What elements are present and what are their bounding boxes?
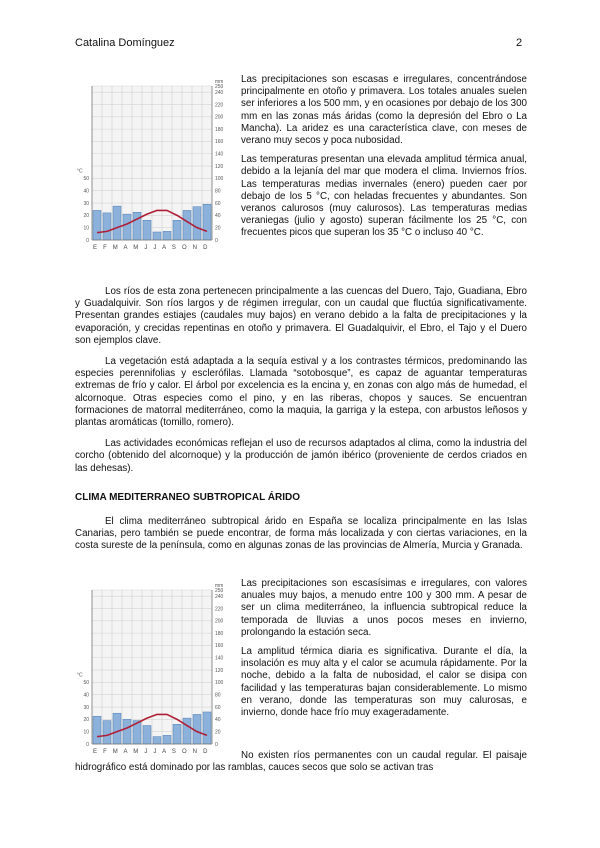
paragraph-rivers: Los ríos de esta zona pertenecen principalmente a las cuencas del Duero, Tajo, Guadiana, Ebro y Guadalquivir. Son ríos largos y de régimen irregular, con un caudal que fluctúa significativamente. Presentan grandes estiajes (caudales muy bajos) en verano debido a la falta de precipitaciones y la evaporación, y crecidas repentinas en otoño y primavera. El Guadalquivir, el Ebro, el Tajo y el Duero son ejemplos clave. [75, 286, 527, 346]
chart-bar-precip [113, 206, 121, 240]
chart-bar-precip [193, 207, 201, 240]
chart-precip-tick: 60 [215, 704, 221, 711]
chart-temp-tick: 30 [83, 704, 89, 711]
chart-precip-tick: 120 [215, 667, 224, 674]
chart-bar-precip [123, 719, 131, 744]
chart-temp-tick: 0 [86, 741, 89, 748]
chart-bar-precip [103, 213, 111, 240]
chart-precip-tick: 80 [215, 692, 221, 699]
chart-bar-precip [133, 212, 141, 240]
chart-precip-tick: 160 [215, 643, 224, 650]
chart-bar-precip [203, 712, 211, 744]
chart-bar-precip [143, 726, 151, 744]
chart-bar-precip [143, 220, 151, 240]
section-heading: CLIMA MEDITERRANEO SUBTROPICAL ÁRIDO [75, 492, 300, 503]
chart-precip-tick: 100 [215, 680, 224, 687]
chart-temp-tick: 40 [83, 188, 89, 195]
chart-bar-precip [163, 231, 171, 240]
chart-precip-tick: 220 [215, 102, 224, 109]
chart-bar-precip [123, 214, 131, 240]
paragraph-economy: Las actividades económicas reflejan el uso de recursos adaptados al clima, como la industria del corcho (obtenido del alcornoque) y la producción de jamón ibérico (proveniente de cerdos criados en las dehesas). [75, 438, 527, 474]
paragraph-thermal-amplitude: La amplitud térmica diaria es significativa. Durante el día, la insolación es muy alta y el calor se acumula rápidamente. Por la noche, debido a la falta de nubosidad, el calor se disipa con facilidad y las temperaturas bajan considerablemente. Lo mismo en verano, donde las temperaturas son muy calurosas, e invierno, donde hace frío muy exageradamente. [241, 646, 527, 719]
paragraph-vegetation: La vegetación está adaptada a la sequía estival y a los contrastes térmicos, predominando las especies perennifolias y esclerófilas. Llamada “sotobosque”, es capaz de aguantar temperaturas extremas de frío y calor. El árbol por excelencia es la encina y, en zonas con algo más de humedad, el alcornoque. Otras especies como el pino, y en las riberas, chopos y sauces. Se encuentran formaciones de matorral mediterráneo, como la maquia, la garriga y la estepa, con arbustos leñosos y plantas aromáticas (tomillo, romero). [75, 356, 527, 429]
chart-precip-tick: 40 [215, 213, 221, 220]
chart-bar-precip [153, 737, 161, 744]
chart-temp-unit: °C [77, 168, 83, 175]
chart-bar-precip [113, 713, 121, 744]
chart-precip-tick: 120 [215, 163, 224, 170]
chart-precip-tick: 250 [215, 83, 224, 90]
paragraph-precipitation: Las precipitaciones son escasas e irregulares, concentrándose principalmente en otoño y primavera. Los totales anuales suelen ser inferiores a los 500 mm, y en ocasiones por debajo de los 300 mm en las zonas más áridas (como la depresión del Ebro o La Mancha). La aridez es una característica clave, con meses de verano muy secos y poca nubosidad. [241, 74, 527, 147]
chart-precip-tick: 0 [215, 741, 218, 748]
chart-temp-tick: 50 [83, 176, 89, 183]
chart-precip-tick: 180 [215, 630, 224, 637]
chart-precip-tick: 220 [215, 606, 224, 613]
chart-bar-precip [163, 735, 171, 744]
chart-precip-tick: 140 [215, 655, 224, 662]
chart-precip-tick: 100 [215, 176, 224, 183]
chart-temp-tick: 50 [83, 680, 89, 687]
chart-precip-tick: 250 [215, 587, 224, 594]
chart-precip-tick: 0 [215, 237, 218, 244]
chart-bar-precip [103, 721, 111, 744]
chart-precip-tick: 160 [215, 139, 224, 146]
chart-precip-tick: 40 [215, 717, 221, 724]
chart-temp-tick: 20 [83, 717, 89, 724]
paragraph-intro-arid: El clima mediterráneo subtropical árido en España se localiza principalmente en las Islas Canarias, pero también se puede encontrar, de forma más localizada y con ciertas variaciones, en la costa sureste de la península, como en algunas zonas de las provincias de Almería, Murcia y Granada. [75, 516, 527, 552]
chart-precip-tick: 140 [215, 151, 224, 158]
chart-temp-tick: 30 [83, 200, 89, 207]
chart-month-labels: E F M A M J J A S O N D [93, 245, 210, 251]
chart-precip-unit: mm [215, 79, 224, 85]
chart-precip-tick: 200 [215, 114, 224, 121]
chart-temp-tick: 20 [83, 213, 89, 220]
chart-temp-tick: 40 [83, 692, 89, 699]
climate-chart-continental [76, 78, 226, 253]
paragraph-rivers-arid: No existen ríos permanentes con un caudal regular. El paisaje hidrográfico está dominado por las ramblas, cauces secos que solo se activan tras [75, 750, 527, 774]
chart-bar-precip [173, 220, 181, 240]
chart-bar-precip [153, 232, 161, 240]
chart-temp-unit: °C [77, 672, 83, 679]
climate-chart-arid [76, 582, 226, 757]
chart-precip-tick: 20 [215, 225, 221, 232]
header-page-number: 2 [516, 37, 523, 49]
paragraph-temperature: Las temperaturas presentan una elevada amplitud térmica anual, debido a la lejanía del mar que modera el clima. Inviernos fríos. Las temperaturas medias invernales (enero) pueden caer por debajo de los 5 °C, con heladas frecuentes y abundantes. Son veranos calurosos (muy calurosos). Las temperaturas medias veraniegas (julio y agosto) superan fácilmente los 25 °C, con frecuentes picos que superan los 35 °C o incluso 40 °C. [241, 154, 527, 239]
chart-bar-precip [93, 210, 101, 240]
chart-bar-precip [183, 210, 191, 240]
chart-precip-tick: 60 [215, 200, 221, 207]
header-author: Catalina Domínguez [75, 37, 175, 49]
chart-bar-precip [203, 204, 211, 240]
chart-precip-tick: 80 [215, 188, 221, 195]
chart-precip-tick: 240 [215, 593, 224, 600]
chart-precip-unit: mm [215, 583, 224, 589]
chart-precip-tick: 200 [215, 618, 224, 625]
chart-month-labels: E F M A M J J A S O N D [93, 749, 210, 755]
chart-bar-precip [173, 724, 181, 744]
chart-temp-tick: 10 [83, 225, 89, 232]
paragraph-precipitation-arid: Las precipitaciones son escasísimas e irregulares, con valores anuales muy bajos, a menudo entre 100 y 300 mm. A pesar de ser un clima mediterráneo, la influencia subtropical reduce la temporada de lluvias a unos pocos meses en invierno, prolongando la estación seca. [241, 578, 527, 638]
chart-temp-tick: 10 [83, 729, 89, 736]
chart-temp-tick: 0 [86, 237, 89, 244]
chart-precip-tick: 20 [215, 729, 221, 736]
chart-bar-precip [93, 716, 101, 744]
chart-precip-tick: 240 [215, 89, 224, 96]
chart-precip-tick: 180 [215, 126, 224, 133]
chart-bar-precip [183, 718, 191, 744]
